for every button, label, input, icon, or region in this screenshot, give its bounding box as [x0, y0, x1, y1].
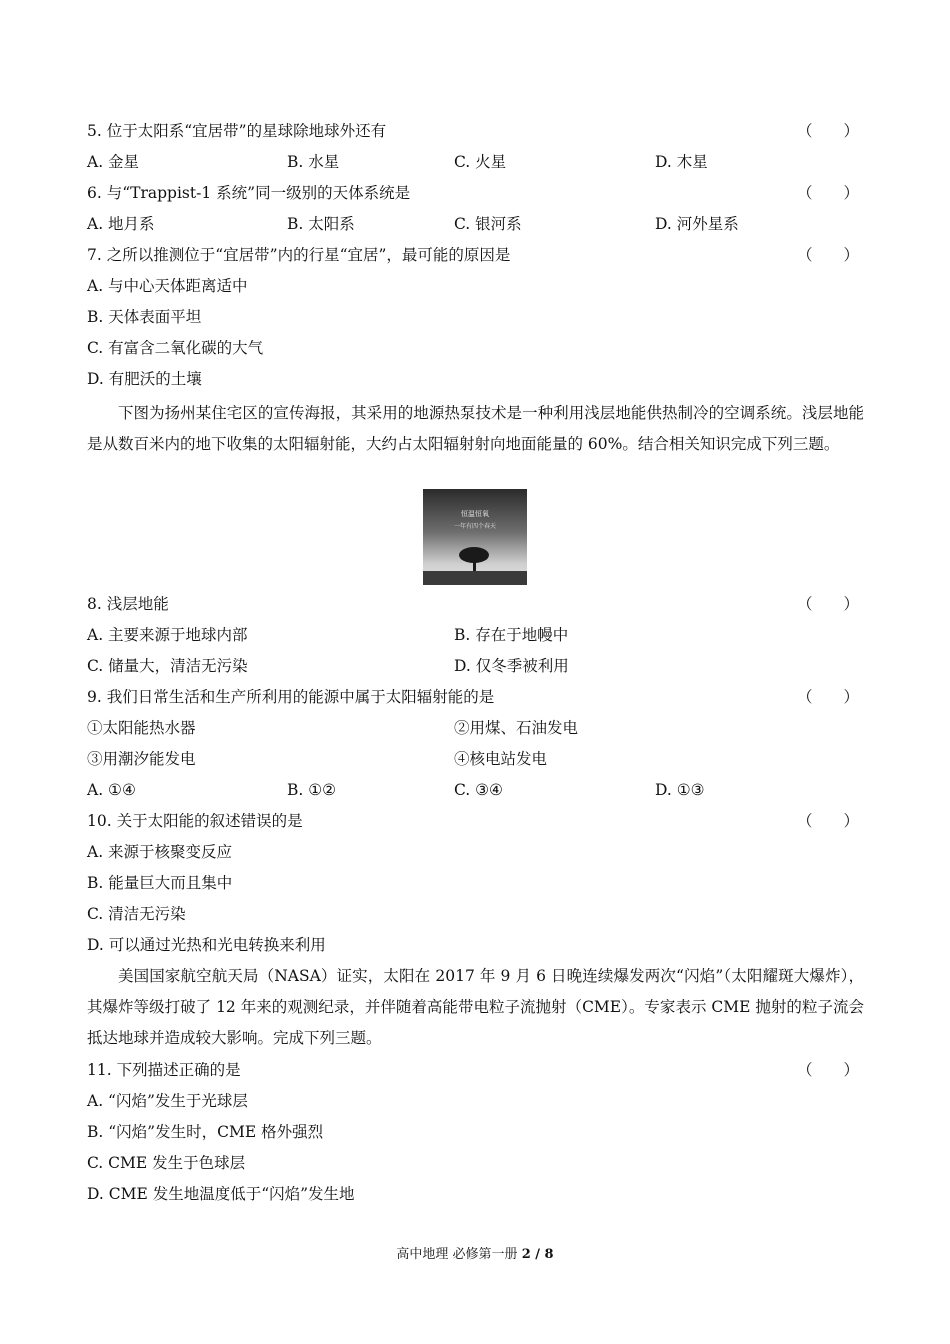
- q7-stem: 7. 之所以推测位于“宜居带”内的行星“宜居”，最可能的原因是: [87, 246, 511, 264]
- q5-option-c: C. 火星: [454, 153, 507, 171]
- q5-answer-paren: （ ）: [797, 122, 860, 140]
- q6-option-d: D. 河外星系: [655, 215, 739, 233]
- q9-item-1: ①太阳能热水器: [87, 719, 196, 737]
- page-number: 2 / 8: [521, 1247, 554, 1262]
- q8-answer-paren: （ ）: [797, 595, 860, 613]
- q8-option-d: D. 仅冬季被利用: [454, 657, 569, 675]
- q11-option-c: C. CME 发生于色球层: [87, 1154, 246, 1172]
- q7-option-b: B. 天体表面平坦: [87, 308, 202, 326]
- q8-stem: 8. 浅层地能: [87, 595, 169, 613]
- q6-option-a: A. 地月系: [87, 215, 155, 233]
- passage-solar-flare: 美国国家航空航天局（NASA）证实，太阳在 2017 年 9 月 6 日晚连续爆发两次“闪焰”（太阳耀斑大爆炸），其爆炸等级打破了 12 年来的观测纪录，并伴随着高能带电粒子流抛射（CME）。专家表示 CME 抛射的粒子流会抵达地球并造成较大影响。完成下列三题。: [87, 967, 864, 1047]
- page-footer: [0, 1246, 950, 1264]
- q9-answer-paren: （ ）: [797, 688, 860, 706]
- q10-option-b: B. 能量巨大而且集中: [87, 874, 233, 892]
- poster-subline: 一年有四个春天: [453, 523, 496, 530]
- q10-option-d: D. 可以通过光热和光电转换来利用: [87, 936, 326, 954]
- q5-stem: 5. 位于太阳系“宜居带”的星球除地球外还有: [87, 122, 387, 140]
- q10-option-c: C. 清洁无污染: [87, 905, 186, 923]
- q11-option-d: D. CME 发生地温度低于“闪焰”发生地: [87, 1185, 355, 1203]
- q9-option-b: B. ①②: [287, 781, 337, 799]
- q5-option-d: D. 木星: [655, 153, 708, 171]
- q11-option-a: A. “闪焰”发生于光球层: [87, 1092, 248, 1110]
- q8-option-c: C. 储量大，清洁无污染: [87, 657, 248, 675]
- q11-answer-paren: （ ）: [797, 1061, 860, 1079]
- q10-stem: 10. 关于太阳能的叙述错误的是: [87, 812, 303, 830]
- q9-item-2: ②用煤、石油发电: [454, 719, 579, 737]
- q9-item-3: ③用潮汐能发电: [87, 750, 196, 768]
- q7-option-d: D. 有肥沃的土壤: [87, 370, 202, 388]
- q7-option-c: C. 有富含二氧化碳的大气: [87, 339, 264, 357]
- q8-option-a: A. 主要来源于地球内部: [87, 626, 248, 644]
- q8-option-b: B. 存在于地幔中: [454, 626, 569, 644]
- q5-option-a: A. 金星: [87, 153, 140, 171]
- q6-stem: 6. 与“Trappist-1 系统”同一级别的天体系统是: [87, 184, 411, 202]
- q9-option-c: C. ③④: [454, 781, 503, 799]
- q10-option-a: A. 来源于核聚变反应: [87, 843, 233, 861]
- poster-headline: 恒温恒氧: [461, 510, 489, 518]
- q6-answer-paren: （ ）: [797, 184, 860, 202]
- q5-option-b: B. 水星: [287, 153, 340, 171]
- poster-image: [423, 489, 527, 585]
- q9-stem: 9. 我们日常生活和生产所利用的能源中属于太阳辐射能的是: [87, 688, 495, 706]
- poster-ground: [423, 571, 527, 585]
- q6-option-b: B. 太阳系: [287, 215, 355, 233]
- q7-answer-paren: （ ）: [797, 246, 860, 264]
- passage-ground-source-heat-pump: 下图为扬州某住宅区的宣传海报，其采用的地源热泵技术是一种利用浅层地能供热制冷的空调系统。浅层地能是从数百米内的地下收集的太阳辐射能，大约占太阳辐射射向地面能量的 60%。结合相关知识完成下列三题。: [87, 404, 864, 453]
- footer-title: 高中地理 必修第一册: [396, 1247, 522, 1262]
- q11-option-b: B. “闪焰”发生时，CME 格外强烈: [87, 1123, 324, 1141]
- q9-option-d: D. ①③: [655, 781, 705, 799]
- q6-option-c: C. 银河系: [454, 215, 522, 233]
- q11-stem: 11. 下列描述正确的是: [87, 1061, 241, 1079]
- q9-item-4: ④核电站发电: [454, 750, 548, 768]
- q10-answer-paren: （ ）: [797, 812, 860, 830]
- q9-option-a: A. ①④: [87, 781, 136, 799]
- q7-option-a: A. 与中心天体距离适中: [87, 277, 248, 295]
